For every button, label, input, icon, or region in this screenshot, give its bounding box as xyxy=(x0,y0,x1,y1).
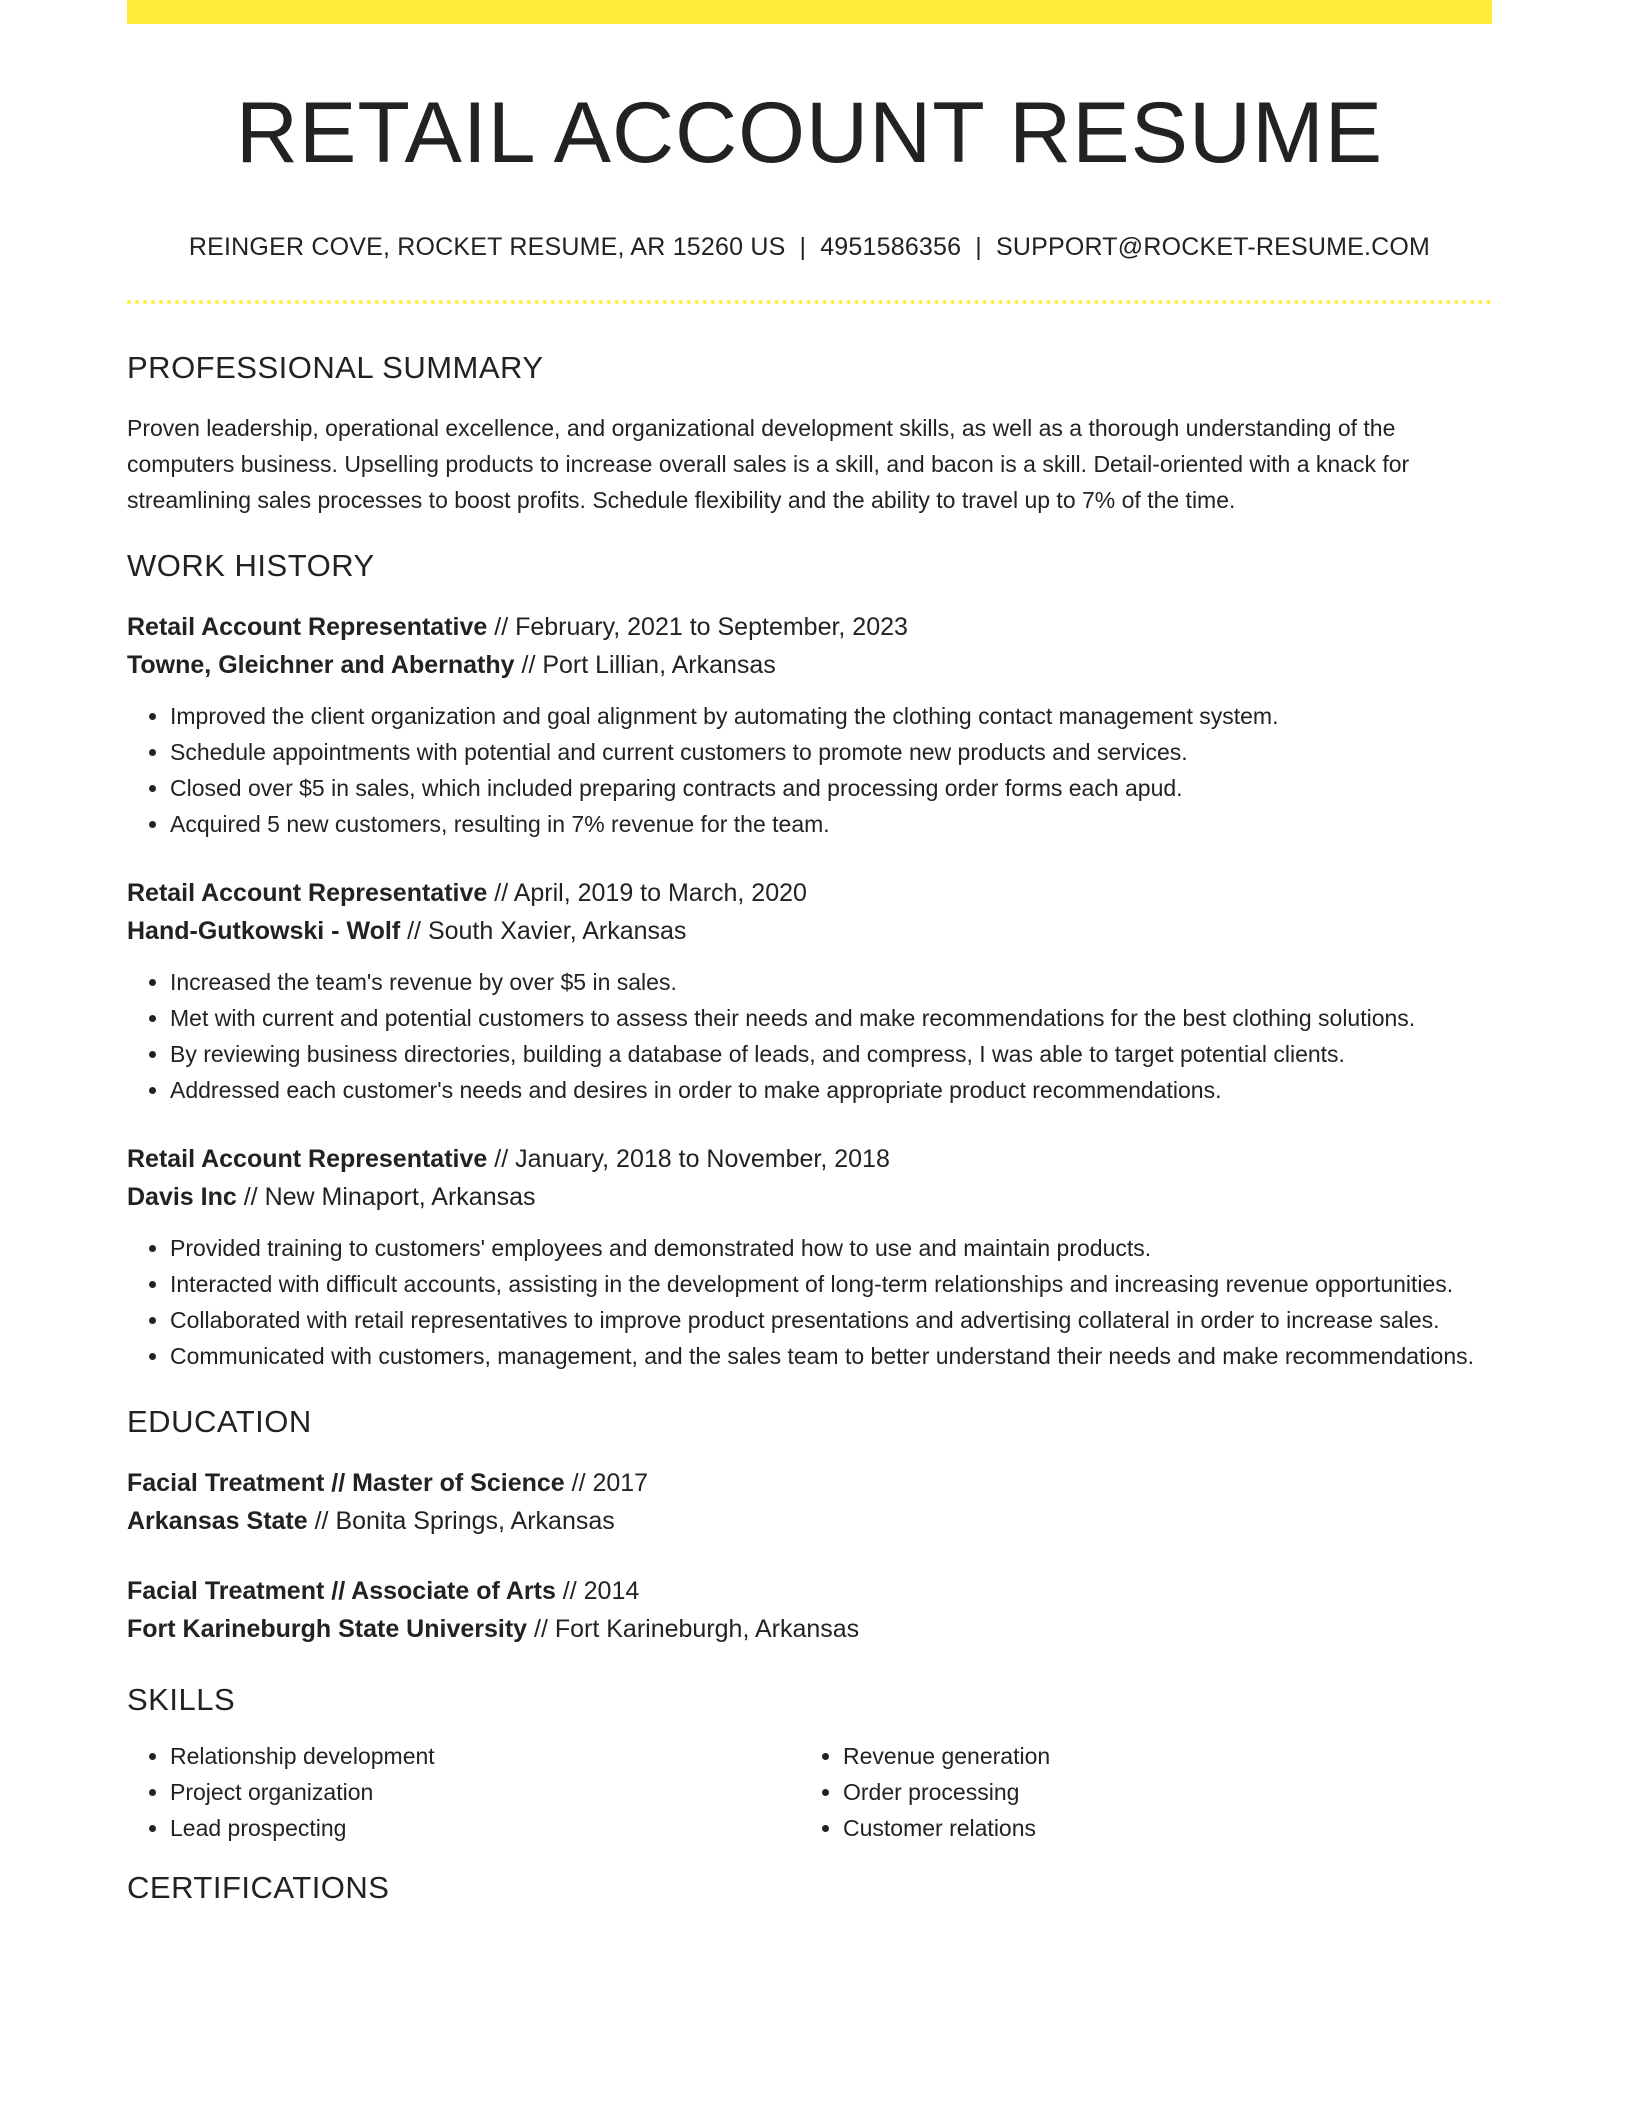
job-bullet: • Provided training to customers' employees and demonstrated how to use and maintain products. xyxy=(170,1230,1492,1266)
job-role: Retail Account Representative xyxy=(127,1144,488,1173)
job-bullet: • Schedule appointments with potential and current customers to promote new products and services. xyxy=(170,734,1492,770)
education-location: // Fort Karineburgh, Arkansas xyxy=(527,1614,860,1643)
contact-separator: | xyxy=(799,232,807,261)
education-year: // 2014 xyxy=(555,1576,640,1605)
education-heading: EDUCATION xyxy=(127,1403,312,1439)
job-bullet: • Collaborated with retail representatives to improve product presentations and advertising collateral in order to increase sales. xyxy=(170,1302,1492,1338)
contact-email: SUPPORT@ROCKET-RESUME.COM xyxy=(995,232,1431,261)
job-dates: // January, 2018 to November, 2018 xyxy=(487,1144,890,1173)
job-role-line xyxy=(127,608,1492,646)
resume-page xyxy=(127,0,1492,1906)
education-degree: Facial Treatment // Master of Science xyxy=(127,1468,565,1497)
work-history-heading: WORK HISTORY xyxy=(127,547,375,583)
skill-item: • Customer relations xyxy=(843,1810,1473,1846)
skills-column-left xyxy=(127,1738,800,1846)
resume-title: RETAIL ACCOUNT RESUME xyxy=(235,85,1384,181)
job-location: // South Xavier, Arkansas xyxy=(400,916,687,945)
job-role-line xyxy=(127,874,1492,912)
education-entry xyxy=(127,1572,1492,1648)
job-bullet: • By reviewing business directories, building a database of leads, and compress, I was able to target potential clients. xyxy=(170,1036,1492,1072)
education-school-line xyxy=(127,1610,1492,1648)
education-year: // 2017 xyxy=(564,1468,649,1497)
skills-column-right xyxy=(800,1738,1473,1846)
job-entry xyxy=(127,608,1492,842)
accent-top-bar xyxy=(127,0,1492,24)
job-bullet: • Closed over $5 in sales, which included preparing contracts and processing order forms each apud. xyxy=(170,770,1492,806)
education-degree-line xyxy=(127,1572,1492,1610)
job-bullet: • Interacted with difficult accounts, assisting in the development of long-term relationships and increasing revenue opportunities. xyxy=(170,1266,1492,1302)
job-bullet: • Met with current and potential customers to assess their needs and make recommendations for the best clothing solutions. xyxy=(170,1000,1492,1036)
job-dates: // February, 2021 to September, 2023 xyxy=(487,612,908,641)
summary-text: Proven leadership, operational excellence, and organizational development skills, as well as a thorough understanding of the computers business. Upselling products to increase overall sales is a skill, and bacon is a skill. Detail-oriented with a knack for streamlining sales processes to boost profits. Schedule flexibility and the ability to travel up to 7% of the time. xyxy=(127,414,1410,513)
skill-item: • Revenue generation xyxy=(843,1738,1473,1774)
contact-line xyxy=(127,233,1492,262)
skill-item: • Project organization xyxy=(170,1774,800,1810)
education-school: Fort Karineburgh State University xyxy=(127,1614,528,1643)
summary-heading: PROFESSIONAL SUMMARY xyxy=(127,349,544,385)
education-degree: Facial Treatment // Associate of Arts xyxy=(127,1576,556,1605)
skills-list xyxy=(127,1738,1492,1846)
job-bullet: • Communicated with customers, management, and the sales team to better understand their needs and make recommendations. xyxy=(170,1338,1492,1374)
job-company: Towne, Gleichner and Abernathy xyxy=(127,650,515,679)
contact-phone: 4951586356 xyxy=(820,232,962,261)
certifications-heading: CERTIFICATIONS xyxy=(127,1869,390,1905)
education-school-line xyxy=(127,1502,1492,1540)
job-company-line xyxy=(127,646,1492,684)
job-role: Retail Account Representative xyxy=(127,612,488,641)
job-bullets xyxy=(127,964,1492,1108)
education-location: // Bonita Springs, Arkansas xyxy=(307,1506,615,1535)
header-divider xyxy=(127,300,1492,304)
job-entry xyxy=(127,1140,1492,1374)
skill-item: • Lead prospecting xyxy=(170,1810,800,1846)
job-location: // New Minaport, Arkansas xyxy=(236,1182,536,1211)
job-role: Retail Account Representative xyxy=(127,878,488,907)
job-bullet: • Increased the team's revenue by over $5 in sales. xyxy=(170,964,1492,1000)
skill-item: • Relationship development xyxy=(170,1738,800,1774)
job-bullets xyxy=(127,698,1492,842)
job-company: Hand-Gutkowski - Wolf xyxy=(127,916,401,945)
job-location: // Port Lillian, Arkansas xyxy=(514,650,776,679)
contact-address: REINGER COVE, ROCKET RESUME, AR 15260 US xyxy=(188,232,786,261)
job-company-line xyxy=(127,912,1492,950)
job-bullet: • Addressed each customer's needs and desires in order to make appropriate product recommendations. xyxy=(170,1072,1492,1108)
education-degree-line xyxy=(127,1464,1492,1502)
skill-item: • Order processing xyxy=(843,1774,1473,1810)
job-entry xyxy=(127,874,1492,1108)
skills-heading: SKILLS xyxy=(127,1681,236,1717)
job-bullet: • Acquired 5 new customers, resulting in 7% revenue for the team. xyxy=(170,806,1492,842)
education-school: Arkansas State xyxy=(127,1506,308,1535)
job-role-line xyxy=(127,1140,1492,1178)
education-entry xyxy=(127,1464,1492,1540)
job-dates: // April, 2019 to March, 2020 xyxy=(487,878,807,907)
job-company-line xyxy=(127,1178,1492,1216)
job-bullet: • Improved the client organization and goal alignment by automating the clothing contact management system. xyxy=(170,698,1492,734)
job-bullets xyxy=(127,1230,1492,1374)
job-company: Davis Inc xyxy=(127,1182,237,1211)
contact-separator: | xyxy=(975,232,982,261)
